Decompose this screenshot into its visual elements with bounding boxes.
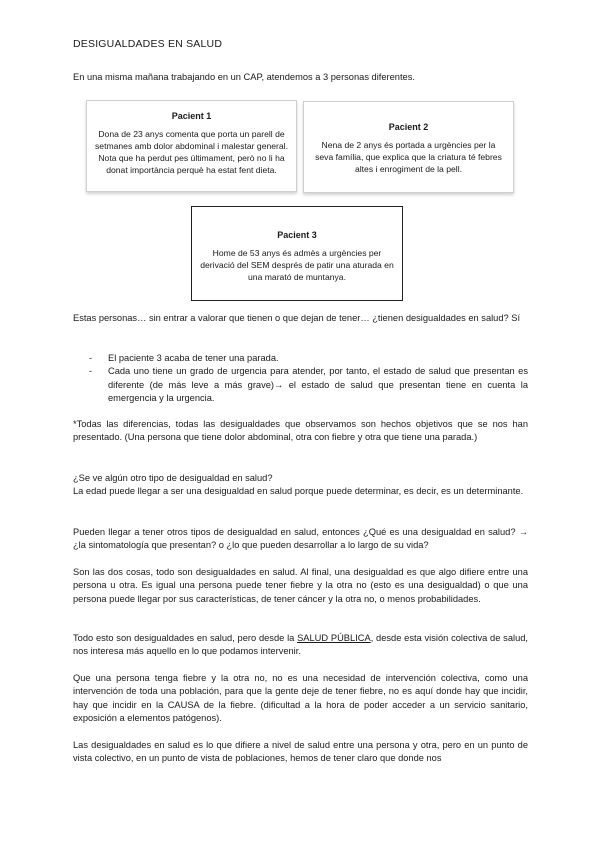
list-item: - El paciente 3 acaba de tener una parada. (73, 352, 528, 365)
paragraph-public-health (73, 632, 528, 659)
paragraph-intervention: Que una persona tenga fiebre y la otra no, no es una necesidad de intervención colectiva, como una intervención de toda una población, para que la gente deje de tener fiebre, no es aquí donde hay que incidir, hay que incidir en la CAUSA de la fiebre. (dificultad a la hora de poder acceder a un servicio sanitario, exposición a elementos patógenos). (73, 673, 528, 724)
patient-card-2 (303, 101, 514, 193)
question-1: Estas personas… sin entrar a valorar que tienen o que dejan de tener… ¿tienen desigualdades en salud? Sí (73, 313, 521, 323)
paragraph-conclusion: Las desigualdades en salud es lo que difiere a nivel de salud entre una persona y otra, pero en un punto de vista colectivo, en un punto de vista de poblaciones, hemos de tener claro que donde nos (73, 740, 528, 764)
patient-description: Dona de 23 anys comenta que porta un parell de setmanes amb dolor abdominal i malestar general. Nota que ha perdut pes últimament, però no li ha donat importància perquè ha estat fent dieta. (95, 129, 288, 175)
patient-label: Pacient 2 (388, 122, 429, 132)
patient-label: Pacient 1 (171, 111, 212, 121)
paragraph-age: La edad puede llegar a ser una desigualdad en salud porque puede determinar, es decir, es un determinante. (73, 486, 524, 496)
text-span: , desde esta visión colectiva de salud, nos interesa más aquello en lo que podamos intervenir. (73, 633, 528, 657)
question-2: ¿Se ve algún otro tipo de desigualdad en salud? (73, 473, 273, 483)
patient-description: Nena de 2 anys és portada a urgències per la seva família, que explica que la criatura té febres altes i enrogiment de la pell. (315, 140, 502, 174)
note-paragraph: *Todas las diferencias, todas las desigualdades que observamos son hechos objetivos que se nos han presentado. (Una persona que tiene dolor abdominal, otra con fiebre y otra que tiene una parada.) (73, 419, 528, 443)
patient-description: Home de 53 anys és admès a urgències per derivació del SEM després de patir una aturada en una marató de muntanya. (200, 248, 394, 282)
text-span: Todo esto son desigualdades en salud, pero desde la (73, 633, 298, 643)
patient-card-3 (191, 206, 403, 301)
public-health-term: SALUD PÚBLICA (297, 633, 371, 643)
patient-card-1 (86, 100, 297, 192)
patient-label: Pacient 3 (277, 230, 317, 240)
intro-text: En una misma mañana trabajando en un CAP, atendemos a 3 personas diferentes. (73, 72, 415, 82)
list-item: - Cada uno tiene un grado de urgencia para atender, por tanto, el estado de salud que presentan es diferente (de más leve a más grave)→ el estado de salud que presentan tiene en cuenta la emergencia y la urgencia. (73, 365, 528, 405)
bullet-list (73, 352, 528, 406)
paragraph-definition-question: Pueden llegar a tener otros tipos de desigualdad en salud, entonces ¿Qué es una desigualdad en salud? → ¿la sintomatología que presentan? o ¿lo que pueden desarrollar a lo largo de su vida? (73, 527, 528, 551)
paragraph-explanation: Son las dos cosas, todo son desigualdades en salud. Al final, una desigualdad es que algo difiere entre una persona u otra. Es igual una persona puede tener fiebre y la otra no (esto es una desigualdad) o que una persona puede llegar por sus características, de tener cáncer y la otra no, o menos probabilidades. (73, 567, 528, 604)
page-title: DESIGUALDADES EN SALUD (73, 38, 223, 50)
